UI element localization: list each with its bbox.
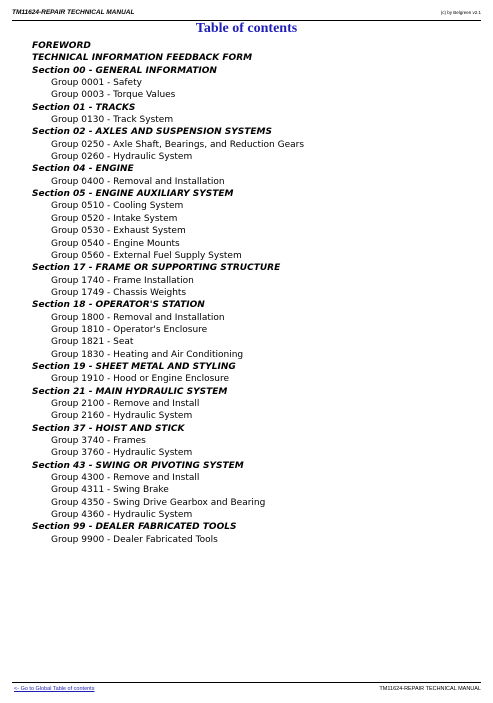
toc-group-link[interactable]: Group 1749 - Chassis Weights — [51, 287, 187, 298]
toc-group-link[interactable]: Group 0510 - Cooling System — [51, 201, 184, 212]
toc-group-link[interactable]: Group 4311 - Swing Brake — [51, 485, 169, 496]
toc-group-link[interactable]: Group 0130 - Track System — [51, 115, 174, 126]
toc-group-link[interactable]: Group 4360 - Hydraulic System — [51, 510, 193, 521]
toc-group-link[interactable]: Group 3760 - Hydraulic System — [51, 448, 193, 459]
toc-section-link[interactable]: Section 99 - DEALER FABRICATED TOOLS — [32, 522, 237, 533]
toc-group-link[interactable]: Group 4300 - Remove and Install — [51, 473, 200, 484]
toc-group-link[interactable]: Group 4350 - Swing Drive Gearbox and Bearing — [51, 497, 266, 508]
global-toc-link[interactable]: <- Go to Global Table of contents — [14, 686, 95, 692]
toc-section-link[interactable]: Section 02 - AXLES AND SUSPENSION SYSTEMS — [32, 127, 272, 138]
toc-group-link[interactable]: Group 0540 - Engine Mounts — [51, 238, 180, 249]
footer-manual-title: TM11624-REPAIR TECHNICAL MANUAL — [379, 686, 481, 692]
toc-group-link[interactable]: Group 0560 - External Fuel Supply System — [51, 250, 242, 261]
toc-group-link[interactable]: Group 1810 - Operator's Enclosure — [51, 324, 208, 335]
page-header — [12, 8, 481, 21]
toc-title: Table of contents — [195, 21, 298, 36]
toc-section-link[interactable]: TECHNICAL INFORMATION FEEDBACK FORM — [32, 53, 253, 64]
toc-group-link[interactable]: Group 1910 - Hood or Engine Enclosure — [51, 374, 230, 385]
toc-section-link[interactable]: Section 00 - GENERAL INFORMATION — [32, 65, 217, 76]
toc-section-link[interactable]: Section 19 - SHEET METAL AND STYLING — [32, 361, 236, 372]
toc-group-link[interactable]: Group 9900 - Dealer Fabricated Tools — [51, 534, 218, 545]
header-credit: (c) by Belgreen v2.1 — [440, 10, 481, 15]
toc-section-link[interactable]: Section 17 - FRAME OR SUPPORTING STRUCTURE — [32, 263, 281, 274]
toc-section-link[interactable]: Section 43 - SWING OR PIVOTING SYSTEM — [32, 460, 244, 471]
toc-group-link[interactable]: Group 0001 - Safety — [51, 78, 142, 89]
toc-group-link[interactable]: Group 0520 - Intake System — [51, 213, 178, 224]
toc-group-link[interactable]: Group 0260 - Hydraulic System — [51, 152, 193, 163]
toc-group-link[interactable]: Group 2160 - Hydraulic System — [51, 411, 193, 422]
toc-section-link[interactable]: Section 18 - OPERATOR'S STATION — [32, 300, 205, 311]
toc-section-link[interactable]: FOREWORD — [32, 41, 91, 51]
toc-group-link[interactable]: Group 0530 - Exhaust System — [51, 226, 186, 237]
page-footer — [12, 682, 481, 697]
toc-group-link[interactable]: Group 0400 - Removal and Installation — [51, 176, 225, 187]
toc-group-link[interactable]: Group 1821 - Seat — [51, 337, 134, 348]
toc-list — [32, 40, 472, 546]
toc-group-link[interactable]: Group 1740 - Frame Installation — [51, 275, 194, 286]
toc-group-link[interactable]: Group 0250 - Axle Shaft, Bearings, and Reduction Gears — [51, 139, 305, 150]
toc-group-link[interactable]: Group 1830 - Heating and Air Conditioning — [51, 349, 244, 360]
toc-section-link[interactable]: Section 37 - HOIST AND STICK — [32, 423, 185, 434]
toc-section-link[interactable]: Section 04 - ENGINE — [32, 164, 134, 175]
toc-section-link[interactable]: Section 05 - ENGINE AUXILIARY SYSTEM — [32, 189, 234, 200]
toc-section-link[interactable]: Section 01 - TRACKS — [32, 102, 136, 113]
toc-group-link[interactable]: Group 2100 - Remove and Install — [51, 398, 200, 409]
toc-group-link[interactable]: Group 0003 - Torque Values — [51, 90, 176, 101]
header-manual-title: TM11624-REPAIR TECHNICAL MANUAL — [12, 9, 135, 16]
toc-section-link[interactable]: Section 21 - MAIN HYDRAULIC SYSTEM — [32, 386, 228, 397]
toc-group-link[interactable]: Group 1800 - Removal and Installation — [51, 312, 225, 323]
toc-group-link[interactable]: Group 3740 - Frames — [51, 436, 146, 446]
